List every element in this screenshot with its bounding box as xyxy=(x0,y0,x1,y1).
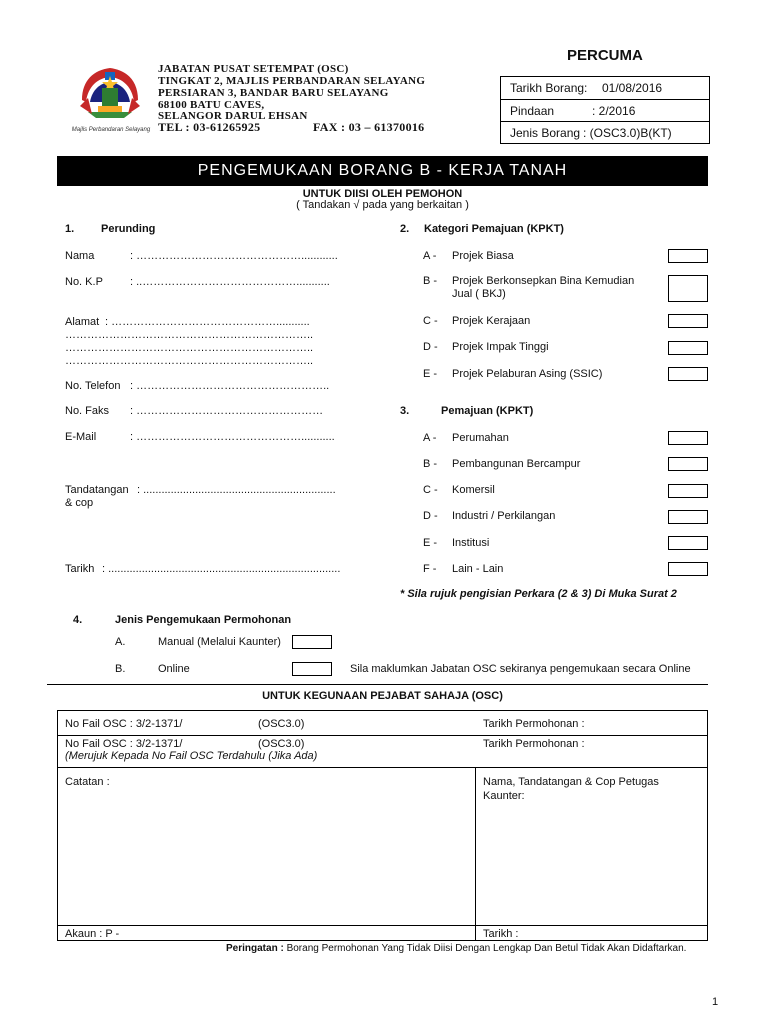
office-petugas-label: Nama, Tandatangan & Cop Petugas xyxy=(483,776,659,788)
info-label: Tarikh Borang: xyxy=(510,81,588,95)
section2-number: 2. xyxy=(400,223,410,235)
option-label: Projek Kerajaan xyxy=(452,315,531,327)
field-tandatangan[interactable]: : ............................................................... xyxy=(137,484,336,496)
page-number: 1 xyxy=(712,996,719,1008)
org-name: JABATAN PUSAT SETEMPAT (OSC) xyxy=(158,63,349,75)
field-nokp[interactable]: : ..……………………………………........... xyxy=(130,276,330,288)
field-label-tarikh: Tarikh xyxy=(65,563,95,575)
option-label: Projek Impak Tinggi xyxy=(452,341,549,353)
section4-title: Jenis Pengemukaan Permohonan xyxy=(115,614,292,626)
checkbox-pembangunan-bercampur[interactable] xyxy=(668,457,708,471)
info-value: : 2/2016 xyxy=(592,104,636,118)
info-value: : (OSC3.0)B(KT) xyxy=(583,126,672,140)
office-column-divider xyxy=(475,768,476,940)
checkbox-lain-lain[interactable] xyxy=(668,562,708,576)
info-row-tarikh-borang xyxy=(501,77,709,99)
online-note: Sila maklumkan Jabatan OSC sekiranya pengemukaan secara Online xyxy=(350,663,691,675)
section4-number: 4. xyxy=(73,614,83,626)
option-code: B - xyxy=(423,275,438,287)
org-tel: TEL : 03-61265925 xyxy=(158,120,261,134)
option-code: F - xyxy=(423,563,437,575)
section3-number: 3. xyxy=(400,405,410,417)
checkbox-perumahan[interactable] xyxy=(668,431,708,445)
option-label: Perumahan xyxy=(452,432,509,444)
office-tarikh-permohonan: Tarikh Permohonan : xyxy=(483,738,585,750)
org-address-line: SELANGOR DARUL EHSAN xyxy=(158,110,308,122)
office-osc-label: (OSC3.0) xyxy=(258,738,305,750)
office-akaun-label: Akaun : P - xyxy=(65,928,120,940)
option-code: B - xyxy=(423,458,438,470)
checkbox-komersil[interactable] xyxy=(668,484,708,498)
office-tarikh-permohonan: Tarikh Permohonan : xyxy=(483,718,585,730)
office-fail-label: No Fail OSC : 3/2-1371/ xyxy=(65,718,183,730)
option-label: Projek Pelaburan Asing (SSIC) xyxy=(452,368,603,380)
info-row-pindaan xyxy=(501,99,709,121)
option-label: Lain - Lain xyxy=(452,563,504,575)
checkbox-industri[interactable] xyxy=(668,510,708,524)
option-label: Projek Biasa xyxy=(452,250,514,262)
option-code: A - xyxy=(423,432,437,444)
office-catatan-label: Catatan : xyxy=(65,776,110,788)
option-label: Komersil xyxy=(452,484,495,496)
warning-note xyxy=(226,943,686,955)
info-row-jenis-borang xyxy=(501,121,709,143)
option-label: Institusi xyxy=(452,537,490,549)
option-label: Projek Berkonsepkan Bina Kemudian xyxy=(452,275,635,287)
field-telefon[interactable]: : …………………………………………….. xyxy=(130,380,330,392)
office-divider xyxy=(58,735,707,736)
org-address-line: 68100 BATU CAVES, xyxy=(158,99,265,111)
org-address-line: TINGKAT 2, MAJLIS PERBANDARAN SELAYANG xyxy=(158,75,426,87)
field-faks[interactable]: : …………………………………………… xyxy=(130,405,324,417)
field-label-tandatangan: Tandatangan xyxy=(65,484,129,496)
office-title: UNTUK KEGUNAAN PEJABAT SAHAJA (OSC) xyxy=(262,690,503,702)
checkbox-online[interactable] xyxy=(292,662,332,676)
form-subtitle-note: ( Tandakan √ pada yang berkaitan ) xyxy=(296,199,469,211)
org-address-line: PERSIARAN 3, BANDAR BARU SELAYANG xyxy=(158,87,389,99)
field-label-alamat: Alamat xyxy=(65,316,100,328)
checkbox-institusi[interactable] xyxy=(668,536,708,550)
option-code: A - xyxy=(423,250,437,262)
office-divider xyxy=(58,767,707,768)
office-fail-label: No Fail OSC : 3/2-1371/ xyxy=(65,738,183,750)
field-label-faks: No. Faks xyxy=(65,405,110,417)
option-label: Industri / Perkilangan xyxy=(452,510,556,522)
field-label-nokp: No. K.P xyxy=(65,276,103,288)
divider xyxy=(47,684,708,685)
option-label: Pembangunan Bercampur xyxy=(452,458,581,470)
field-label-email: E-Mail xyxy=(65,431,97,443)
option-code: D - xyxy=(423,341,438,353)
option-label-line2: Jual ( BKJ) xyxy=(452,288,506,300)
warning-text: Borang Permohonan Yang Tidak Diisi Dengan Lengkap Dan Betul Tidak Akan Didaftarkan. xyxy=(286,943,687,954)
checkbox-projek-biasa[interactable] xyxy=(668,249,708,263)
logo-caption: Majlis Perbandaran Selayang xyxy=(71,127,151,133)
option-label: Online xyxy=(158,663,190,675)
option-code: A. xyxy=(115,636,126,648)
percuma-label: PERCUMA xyxy=(567,47,643,64)
info-label: Jenis Borang xyxy=(510,126,581,140)
checkbox-projek-bkj[interactable] xyxy=(668,275,708,302)
info-value: 01/08/2016 xyxy=(602,81,663,95)
option-code: E - xyxy=(423,537,438,549)
checkbox-manual[interactable] xyxy=(292,635,332,649)
form-title: PENGEMUKAAN BORANG B - KERJA TANAH xyxy=(57,156,708,186)
office-tarikh-label: Tarikh : xyxy=(483,928,519,940)
field-alamat-line[interactable]: ………………………………………………………….. xyxy=(65,342,314,354)
section1-number: 1. xyxy=(65,223,75,235)
checkbox-projek-ssic[interactable] xyxy=(668,367,708,381)
section1-title: Perunding xyxy=(101,223,156,235)
field-alamat-line[interactable]: ………………………………………………………….. xyxy=(65,355,314,367)
section2-title: Kategori Pemajuan (KPKT) xyxy=(424,223,564,235)
office-divider xyxy=(58,925,707,926)
office-petugas-label-line2: Kaunter: xyxy=(483,790,525,802)
form-subtitle: UNTUK DIISI OLEH PEMOHON xyxy=(302,188,463,200)
office-osc-label: (OSC3.0) xyxy=(258,718,305,730)
option-code: C - xyxy=(423,315,438,327)
office-use-box xyxy=(57,710,708,941)
field-alamat-line[interactable]: ………………………………………………………….. xyxy=(65,329,314,341)
field-label-telefon: No. Telefon xyxy=(65,380,121,392)
info-label: Pindaan xyxy=(510,104,555,118)
option-label: Manual (Melalui Kaunter) xyxy=(158,636,281,648)
option-code: D - xyxy=(423,510,438,522)
section3-title: Pemajuan (KPKT) xyxy=(441,405,534,417)
checkbox-projek-kerajaan[interactable] xyxy=(668,314,708,328)
warning-label: Peringatan : xyxy=(226,943,284,954)
checkbox-projek-impak-tinggi[interactable] xyxy=(668,341,708,355)
section3-note: * Sila rujuk pengisian Perkara (2 & 3) Di Muka Surat 2 xyxy=(400,588,677,600)
option-code: E - xyxy=(423,368,438,380)
field-alamat[interactable]: : ………………………………………........... xyxy=(105,316,310,328)
field-label-nama: Nama xyxy=(65,250,95,262)
field-nama[interactable]: : ………………………………………............ xyxy=(130,250,338,262)
option-code: C - xyxy=(423,484,438,496)
form-info-box xyxy=(500,76,710,144)
office-fail-note: (Merujuk Kepada No Fail OSC Terdahulu (Jika Ada) xyxy=(65,750,318,762)
option-code: B. xyxy=(115,663,126,675)
field-email[interactable]: : ………………………………………........... xyxy=(130,431,335,443)
field-tarikh[interactable]: : ............................................................................ xyxy=(102,563,341,575)
org-fax: FAX : 03 – 61370016 xyxy=(313,120,425,134)
field-label-cop: & cop xyxy=(65,497,94,509)
